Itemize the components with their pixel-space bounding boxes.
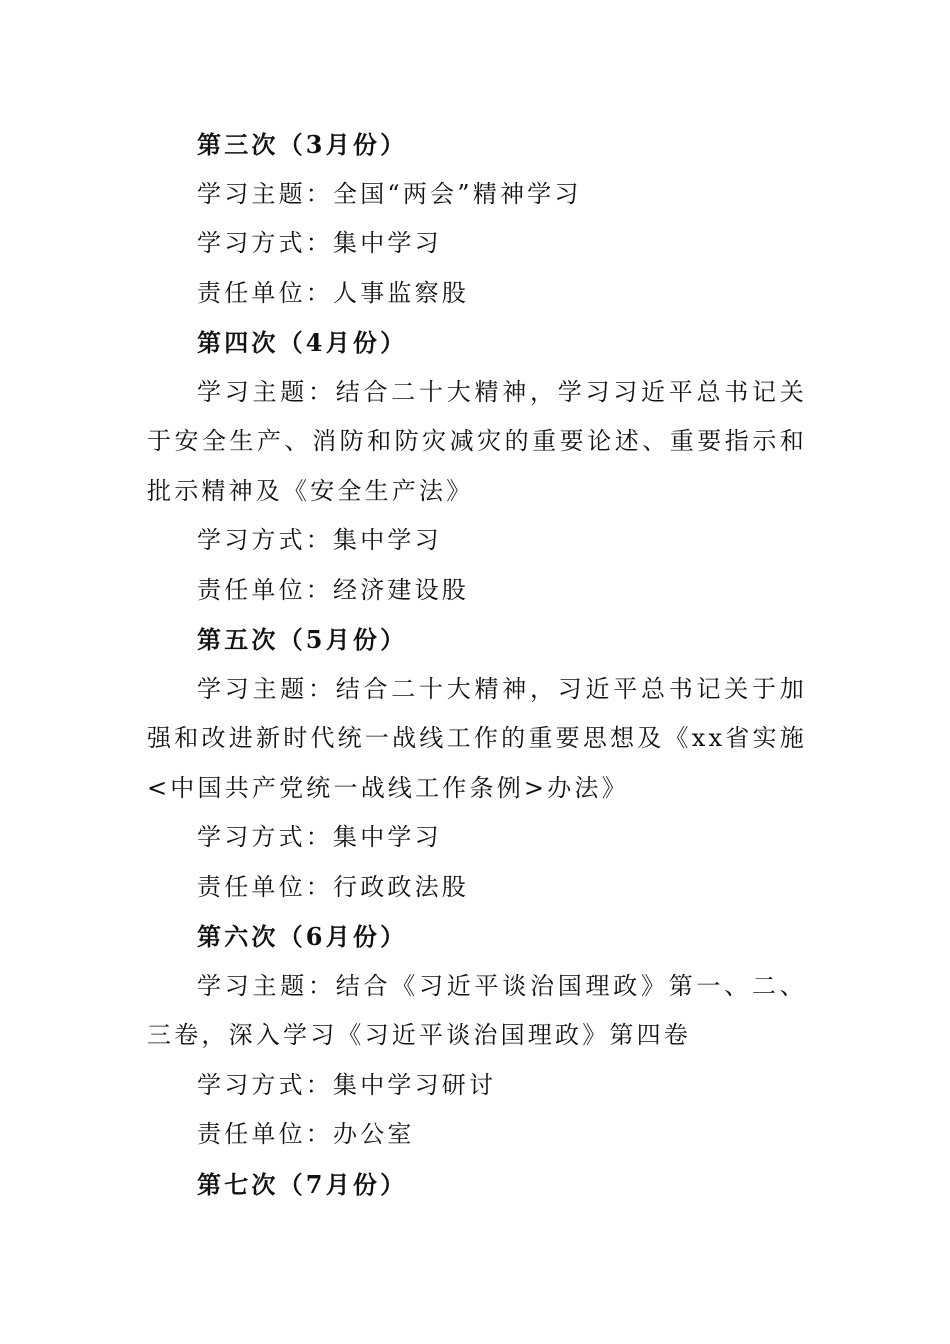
section-heading: 第三次（3月份）	[197, 130, 408, 159]
section-heading: 第七次（7月份）	[197, 1169, 408, 1199]
study-method: 学习方式：集中学习研讨	[197, 1070, 497, 1099]
responsible-unit: 责任单位：办公室	[197, 1120, 415, 1148]
section-heading: 第六次（6月份）	[197, 922, 408, 951]
section-heading: 第五次（5月份）	[197, 625, 408, 654]
study-topic: 学习主题：全国“两会”精神学习	[197, 179, 582, 208]
responsible-unit: 责任单位：行政政法股	[197, 872, 469, 901]
study-method: 学习方式：集中学习	[197, 229, 442, 257]
study-topic: 学习主题：结合《习近平谈治国理政》第一、二、三卷，深入学习《习近平谈治国理政》第四卷	[147, 971, 807, 1049]
study-method: 学习方式：集中学习	[197, 526, 442, 554]
responsible-unit: 责任单位：人事监察股	[197, 278, 469, 307]
document-body	[147, 120, 807, 1209]
responsible-unit: 责任单位：经济建设股	[197, 575, 469, 604]
study-topic: 学习主题：结合二十大精神，习近平总书记关于加强和改进新时代统一战线工作的重要思想及《xx省实施<中国共产党统一战线工作条例>办法》	[147, 674, 807, 802]
study-topic: 学习主题：结合二十大精神，学习习近平总书记关于安全生产、消防和防灾减灾的重要论述、重要指示和批示精神及《安全生产法》	[147, 377, 807, 505]
study-method: 学习方式：集中学习	[197, 823, 442, 851]
section-heading: 第四次（4月份）	[197, 328, 408, 357]
